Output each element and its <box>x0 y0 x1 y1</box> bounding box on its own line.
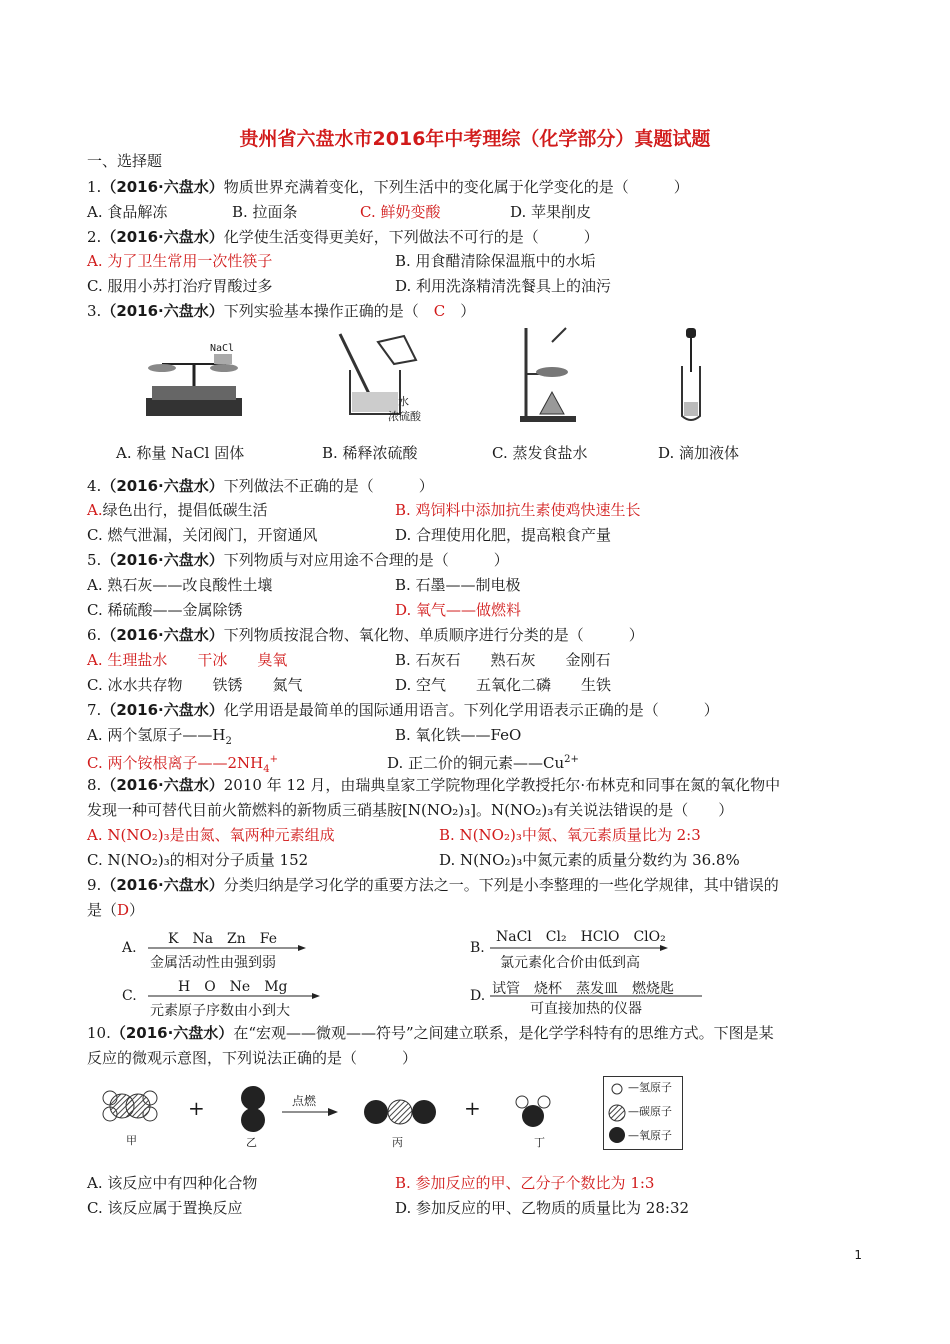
label-yi: 乙 <box>246 1136 257 1149</box>
question-3: 3.（2016·六盘水）下列实验基本操作正确的是（ C ） <box>87 302 476 320</box>
question-5: 5.（2016·六盘水）下列物质与对应用途不合理的是（ ） <box>87 551 509 569</box>
q9-d-bottom: 可直接加热的仪器 <box>530 1001 642 1017</box>
q9-a-label: A. <box>122 940 137 956</box>
q9-a-bottom: 金属活动性由强到弱 <box>150 955 276 971</box>
q10-options-cd: C. 该反应属于置换反应 D. 参加反应的甲、乙物质的质量比为 28:32 <box>87 1199 690 1217</box>
legend-oxygen: —氧原子 <box>628 1129 672 1142</box>
q9-a-arrow <box>148 944 308 952</box>
legend-carbon: —碳原子 <box>628 1105 672 1118</box>
q9-c-arrow <box>148 992 322 1000</box>
q9-c-top: H O Ne Mg <box>178 979 288 995</box>
question-10-cont: 反应的微观示意图，下列说法正确的是（ ） <box>87 1049 418 1067</box>
evaporation-figure <box>510 322 590 424</box>
legend-atoms <box>608 1081 628 1145</box>
molecule-ding <box>514 1094 552 1130</box>
q4-options-cd: C. 燃气泄漏，关闭阀门，开窗通风 D. 合理使用化肥，提高粮食产量 <box>87 526 612 544</box>
q3-option-a: A. 称量 NaCl 固体 <box>116 444 245 462</box>
q9-d-top: 试管 烧杯 蒸发皿 燃烧匙 <box>492 981 674 997</box>
section-heading: 一、选择题 <box>87 152 163 170</box>
page-title: 贵州省六盘水市2016年中考理综（化学部分）真题试题 <box>239 128 711 150</box>
nacl-label: NaCl <box>210 343 235 354</box>
q3-option-b: B. 稀释浓硫酸 <box>322 444 418 462</box>
q4-options-ab: A.绿色出行，提倡低碳生活 B. 鸡饲料中添加抗生素使鸡快速生长 <box>87 501 641 519</box>
question-6: 6.（2016·六盘水）下列物质按混合物、氧化物、单质顺序进行分类的是（ ） <box>87 626 644 644</box>
question-8-cont: 发现一种可替代目前火箭燃料的新物质三硝基胺[N(NO₂)₃]。N(NO₂)₃有关说法错误的是（ ） <box>87 801 734 819</box>
q9-d-label: D. <box>470 988 486 1004</box>
question-4: 4.（2016·六盘水）下列做法不正确的是（ ） <box>87 477 434 495</box>
molecule-yi <box>238 1084 268 1134</box>
q9-b-bottom: 氯元素化合价由低到高 <box>500 955 640 971</box>
q9-b-arrow <box>490 944 670 952</box>
reaction-arrow <box>282 1108 338 1116</box>
label-ding: 丁 <box>534 1136 545 1149</box>
q5-options-ab: A. 熟石灰——改良酸性土壤 B. 石墨——制电极 <box>87 576 521 594</box>
q2-options-ab: A. 为了卫生常用一次性筷子 B. 用食醋清除保温瓶中的水垢 <box>87 252 596 270</box>
question-10: 10.（2016·六盘水）在“宏观——微观——符号”之间建立联系，是化学学科特有的思维方式。下图是某 <box>87 1024 774 1042</box>
q8-options-cd: C. N(NO₂)₃的相对分子质量 152 D. N(NO₂)₃中氮元素的质量分数约为 36.8% <box>87 851 740 869</box>
q1-options: A. 食品解冻 B. 拉面条 C. 鲜奶变酸 D. 苹果削皮 <box>87 203 592 221</box>
q9-b-top: NaCl Cl₂ HClO ClO₂ <box>496 929 666 945</box>
q9-b-label: B. <box>470 940 485 956</box>
legend-box <box>603 1076 683 1150</box>
q9-c-bottom: 元素原子序数由小到大 <box>150 1003 290 1019</box>
q9-c-label: C. <box>122 988 137 1004</box>
q5-options-cd: C. 稀硫酸——金属除锈 D. 氧气——做燃料 <box>87 601 522 619</box>
dropper-figure <box>676 326 706 424</box>
molecule-bing <box>362 1098 438 1126</box>
plus-sign-2: + <box>464 1096 481 1120</box>
q10-options-ab: A. 该反应中有四种化合物 B. 参加反应的甲、乙分子个数比为 1:3 <box>87 1174 655 1192</box>
plus-sign-1: + <box>188 1096 205 1120</box>
q9-a-top: K Na Zn Fe <box>168 931 278 947</box>
label-jia: 甲 <box>126 1134 137 1147</box>
q7-options-cd: C. 两个铵根离子$——2NH_4^+$ D. 正二价的铜元素$——Cu^{2+}$ <box>87 754 579 775</box>
question-7: 7.（2016·六盘水）化学用语是最简单的国际通用语言。下列化学用语表示正确的是（ ） <box>87 701 719 719</box>
q7-options-ab: A. 两个氢原子$——H_2$ B. 氧化铁——FeO <box>87 726 522 747</box>
q8-options-ab: A. N(NO₂)₃是由氮、氧两种元素组成 B. N(NO₂)₃中氮、氧元素质量比为 2:3 <box>87 826 701 844</box>
q3-option-c: C. 蒸发食盐水 <box>492 444 588 462</box>
question-9-cont: 是（D） <box>87 901 145 919</box>
water-label: 水 <box>398 395 409 408</box>
question-8: 8.（2016·六盘水）2010 年 12 月，由瑞典皇家工学院物理化学教授托尔·布林克和同事在氮的氧化物中 <box>87 776 781 794</box>
label-bing: 丙 <box>392 1136 403 1149</box>
q2-options-cd: C. 服用小苏打治疗胃酸过多 D. 利用洗涤精清洗餐具上的油污 <box>87 277 612 295</box>
q6-options-ab: A. 生理盐水 干冰 臭氧 B. 石灰石 熟石灰 金刚石 <box>87 651 611 669</box>
molecule-jia <box>100 1086 160 1126</box>
condition-label: 点燃 <box>292 1094 317 1108</box>
q6-options-cd: C. 冰水共存物 铁锈 氮气 D. 空气 五氧化二磷 生铁 <box>87 676 612 694</box>
legend-hydrogen: —氢原子 <box>628 1081 672 1094</box>
page-number: 1 <box>854 1248 862 1262</box>
question-1: 1.（2016·六盘水）物质世界充满着变化，下列生活中的变化属于化学变化的是（ ） <box>87 178 689 196</box>
question-2: 2.（2016·六盘水）化学使生活变得更美好，下列做法不可行的是（ ） <box>87 228 599 246</box>
question-9: 9.（2016·六盘水）分类归纳是学习化学的重要方法之一。下列是小李整理的一些化学规律，其中错误的 <box>87 876 779 894</box>
acid-label: 浓硫酸 <box>388 410 421 423</box>
q3-option-d: D. 滴加液体 <box>658 444 740 462</box>
